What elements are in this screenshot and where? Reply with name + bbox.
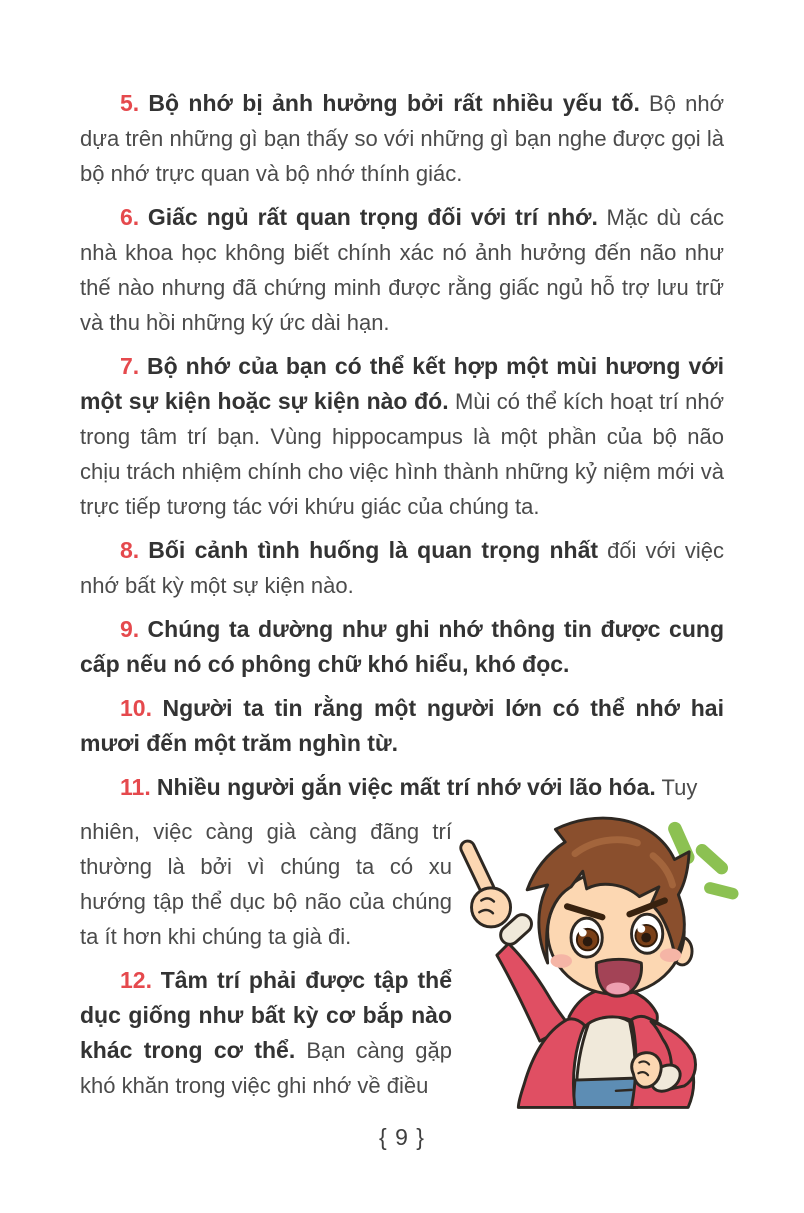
item-number: 8. (120, 537, 140, 563)
item-text: Bạn càng gặp khó khăn trong việc ghi nhớ về điều (80, 1038, 453, 1098)
left-eye (571, 918, 602, 957)
wrapped-text-column (80, 814, 452, 1112)
memory-fact-item-11 (80, 770, 724, 805)
left-blush (551, 954, 572, 968)
item-heading: Bộ nhớ của bạn có thể kết hợp một mùi hương với một sự kiện hoặc sự kiện nào đó. (80, 353, 724, 414)
item-number: 11. (120, 774, 151, 800)
item-heading: Nhiều người gắn việc mất trí nhớ với lão hóa. (156, 774, 656, 800)
item-number: 12. (120, 967, 152, 993)
item-heading: Chúng ta dường như ghi nhớ thông tin được cung cấp nếu nó có phông chữ khó hiểu, khó đọc. (80, 616, 724, 677)
memory-fact-item (80, 86, 724, 191)
memory-fact-item (80, 533, 724, 603)
item-text: Mùi có thể kích hoạt trí nhớ trong tâm trí bạn. Vùng hippocampus là một phần của bộ não chịu trách nhiệm chính cho việc hình thành những kỷ niệm mới và trực tiếp tương tác với khứu giác của chúng ta. (80, 389, 724, 519)
memory-fact-item (80, 691, 724, 761)
item-heading: Bộ nhớ bị ảnh hưởng bởi rất nhiều yếu tố. (148, 90, 640, 116)
item-text: Bộ nhớ dựa trên những gì bạn thấy so với những gì bạn nghe được gọi là bộ nhớ trực quan và bộ nhớ thính giác. (80, 91, 725, 186)
paragraph-list (80, 86, 724, 761)
item-number: 9. (120, 616, 140, 642)
item-heading: Tâm trí phải được tập thể dục giống như bất kỳ cơ bắp nào khác trong cơ thể. (80, 967, 452, 1063)
character-illustration (452, 814, 780, 1122)
memory-fact-item (80, 612, 724, 682)
memory-fact-item-12 (80, 963, 452, 1103)
item-text: đối với việc nhớ bất kỳ một sự kiện nào. (80, 538, 724, 598)
item-text: Mặc dù các nhà khoa học không biết chính xác nó ảnh hưởng đến não như thế nào nhưng đã chứng minh được rằng giấc ngủ hỗ trợ lưu trữ và thu hồi những ký ức dài hạn. (80, 205, 725, 335)
character-head (527, 818, 692, 996)
item-11-continuation: nhiên, việc càng già càng đãng trí thường là bởi vì chúng ta có xu hướng tập thể dục bộ não của chúng ta ít hơn khi chúng ta già đi. (80, 819, 452, 949)
item-heading: Người ta tin rằng một người lớn có thể nhớ hai mươi đến một trăm nghìn từ. (80, 695, 724, 756)
item-number: 6. (120, 204, 140, 230)
right-eye (632, 914, 663, 953)
item-number: 7. (120, 353, 140, 379)
memory-fact-item (80, 349, 724, 524)
item-number: 5. (120, 90, 140, 116)
text-and-illustration-row (80, 814, 724, 1122)
right-blush (660, 948, 681, 962)
item-heading: Giấc ngủ rất quan trọng đối với trí nhớ. (147, 204, 598, 230)
boy-pointing-up-illustration (452, 814, 774, 1112)
item-text: Tuy (661, 775, 698, 800)
memory-fact-item (80, 200, 724, 340)
item-heading: Bối cảnh tình huống là quan trọng nhất (148, 537, 599, 563)
item-number: 10. (120, 695, 152, 721)
page-number: { 9 } (379, 1124, 425, 1150)
